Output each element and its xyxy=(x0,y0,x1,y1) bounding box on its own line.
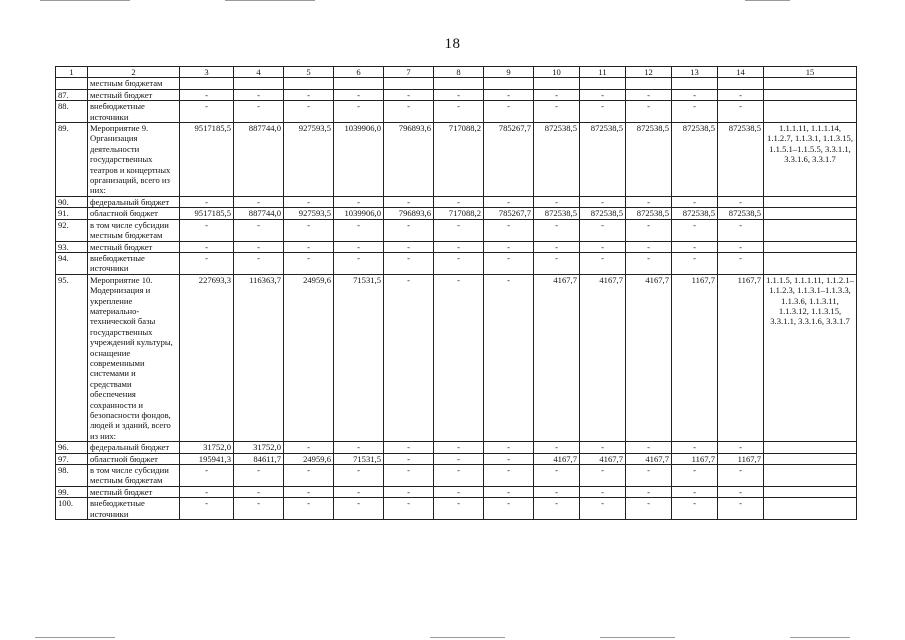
amount-cell: - xyxy=(434,442,484,453)
amount-cell: 84611,7 xyxy=(234,453,284,464)
amount-cell: - xyxy=(484,101,534,123)
row-number-cell: 99. xyxy=(56,486,88,497)
amount-cell: - xyxy=(672,196,718,207)
amount-cell: - xyxy=(580,219,626,241)
amount-cell: 872538,5 xyxy=(672,123,718,197)
amount-cell: - xyxy=(234,241,284,252)
amount-cell: - xyxy=(718,486,764,497)
amount-cell xyxy=(334,78,384,89)
amount-cell: - xyxy=(484,196,534,207)
amount-cell: - xyxy=(580,241,626,252)
amount-cell: - xyxy=(180,486,234,497)
source-name-cell: местный бюджет xyxy=(88,241,180,252)
table-row xyxy=(56,486,857,497)
row-number-cell: 88. xyxy=(56,101,88,123)
amount-cell: - xyxy=(334,196,384,207)
amount-cell: - xyxy=(284,486,334,497)
indicator-codes-cell xyxy=(764,89,857,100)
amount-cell: - xyxy=(672,498,718,520)
column-number-header: 14 xyxy=(718,67,764,78)
amount-cell: - xyxy=(580,486,626,497)
amount-cell: - xyxy=(334,241,384,252)
source-name-cell: федеральный бюджет xyxy=(88,442,180,453)
amount-cell: 887744,0 xyxy=(234,123,284,197)
amount-cell: 872538,5 xyxy=(580,123,626,197)
amount-cell: 1167,7 xyxy=(672,274,718,442)
row-number-cell: 95. xyxy=(56,274,88,442)
scan-edge-top-left xyxy=(40,0,130,1)
amount-cell: - xyxy=(384,252,434,274)
row-number-cell: 92. xyxy=(56,219,88,241)
amount-cell: 24959,6 xyxy=(284,274,334,442)
amount-cell: 4167,7 xyxy=(534,453,580,464)
amount-cell: - xyxy=(180,89,234,100)
amount-cell: 4167,7 xyxy=(534,274,580,442)
amount-cell: - xyxy=(234,101,284,123)
amount-cell: - xyxy=(534,252,580,274)
column-number-header: 15 xyxy=(764,67,857,78)
amount-cell: - xyxy=(384,196,434,207)
indicator-codes-cell xyxy=(764,78,857,89)
column-number-header: 2 xyxy=(88,67,180,78)
amount-cell: 872538,5 xyxy=(718,123,764,197)
amount-cell: - xyxy=(384,101,434,123)
row-number-cell: 93. xyxy=(56,241,88,252)
amount-cell: 71531,5 xyxy=(334,453,384,464)
amount-cell: - xyxy=(672,252,718,274)
amount-cell: - xyxy=(384,498,434,520)
amount-cell: - xyxy=(234,196,284,207)
amount-cell: 1039906,0 xyxy=(334,208,384,219)
indicator-codes-cell: 1.1.1.11, 1.1.1.14, 1.1.2.7, 1.1.3.1, 1.1.3.15, 1.1.5.1–1.1.5.5, 3.3.1.1, 3.3.1.6, 3.3.1.7 xyxy=(764,123,857,197)
scan-edge-bottom-right xyxy=(790,637,850,638)
indicator-codes-cell xyxy=(764,101,857,123)
amount-cell: - xyxy=(434,453,484,464)
amount-cell: - xyxy=(718,252,764,274)
table-row xyxy=(56,465,857,487)
indicator-codes-cell xyxy=(764,252,857,274)
page-number: 18 xyxy=(444,36,461,52)
amount-cell: - xyxy=(334,498,384,520)
amount-cell: - xyxy=(234,89,284,100)
table-row xyxy=(56,274,857,442)
amount-cell: 9517185,5 xyxy=(180,208,234,219)
column-number-header: 4 xyxy=(234,67,284,78)
scan-edge-top-right xyxy=(745,0,790,1)
amount-cell: 227693,3 xyxy=(180,274,234,442)
source-name-cell: местный бюджет xyxy=(88,486,180,497)
row-number-cell: 98. xyxy=(56,465,88,487)
amount-cell: - xyxy=(626,89,672,100)
row-number-cell: 87. xyxy=(56,89,88,100)
amount-cell: - xyxy=(626,498,672,520)
amount-cell xyxy=(672,78,718,89)
indicator-codes-cell xyxy=(764,196,857,207)
amount-cell: 4167,7 xyxy=(626,274,672,442)
amount-cell: - xyxy=(484,442,534,453)
amount-cell: - xyxy=(484,486,534,497)
amount-cell: - xyxy=(672,101,718,123)
amount-cell: - xyxy=(284,196,334,207)
amount-cell: - xyxy=(334,101,384,123)
amount-cell: 9517185,5 xyxy=(180,123,234,197)
amount-cell: - xyxy=(534,241,580,252)
amount-cell: 796893,6 xyxy=(384,208,434,219)
amount-cell: - xyxy=(334,219,384,241)
table-row xyxy=(56,89,857,100)
indicator-codes-cell: 1.1.1.5, 1.1.1.11, 1.1.2.1–1.1.2.3, 1.1.3.1–1.1.3.3, 1.1.3.6, 1.1.3.11, 1.1.3.12, 1.1.3.15, 3.3.1.1, 3.3.1.6, 3.3.1.7 xyxy=(764,274,857,442)
source-name-cell: в том числе субсидии местным бюджетам xyxy=(88,219,180,241)
amount-cell: 1039906,0 xyxy=(334,123,384,197)
amount-cell: - xyxy=(234,486,284,497)
amount-cell: - xyxy=(626,252,672,274)
amount-cell: - xyxy=(626,442,672,453)
amount-cell: 4167,7 xyxy=(580,453,626,464)
amount-cell xyxy=(718,78,764,89)
amount-cell: - xyxy=(534,465,580,487)
source-name-cell: Мероприятие 10. Модернизация и укрепление материально-технической базы государственных учреждений культуры, оснащение современными системами и средствами обеспечения сохранности и безопасности фондов, людей и зданий, всего из них: xyxy=(88,274,180,442)
indicator-codes-cell xyxy=(764,208,857,219)
amount-cell: - xyxy=(580,252,626,274)
amount-cell: - xyxy=(534,486,580,497)
row-number-cell: 100. xyxy=(56,498,88,520)
amount-cell: 195941,3 xyxy=(180,453,234,464)
amount-cell: - xyxy=(234,252,284,274)
amount-cell xyxy=(534,78,580,89)
amount-cell: 717088,2 xyxy=(434,123,484,197)
indicator-codes-cell xyxy=(764,465,857,487)
amount-cell: - xyxy=(334,89,384,100)
amount-cell xyxy=(434,78,484,89)
table-row xyxy=(56,241,857,252)
amount-cell: - xyxy=(384,486,434,497)
amount-cell: 872538,5 xyxy=(580,208,626,219)
amount-cell: - xyxy=(580,196,626,207)
amount-cell: 31752,0 xyxy=(234,442,284,453)
amount-cell: - xyxy=(180,196,234,207)
amount-cell: - xyxy=(484,274,534,442)
table-row xyxy=(56,123,857,197)
amount-cell: - xyxy=(434,196,484,207)
amount-cell: - xyxy=(534,89,580,100)
amount-cell: - xyxy=(234,465,284,487)
amount-cell: - xyxy=(384,274,434,442)
amount-cell: - xyxy=(384,465,434,487)
amount-cell: - xyxy=(580,101,626,123)
amount-cell: - xyxy=(434,101,484,123)
amount-cell: - xyxy=(626,486,672,497)
amount-cell: - xyxy=(672,465,718,487)
amount-cell: - xyxy=(384,89,434,100)
amount-cell: - xyxy=(626,219,672,241)
amount-cell: 4167,7 xyxy=(580,274,626,442)
amount-cell: - xyxy=(384,442,434,453)
amount-cell: - xyxy=(718,196,764,207)
amount-cell xyxy=(234,78,284,89)
source-name-cell: внебюджетные источники xyxy=(88,252,180,274)
table-row xyxy=(56,442,857,453)
scan-edge-top-mid xyxy=(225,0,315,1)
amount-cell: - xyxy=(334,486,384,497)
amount-cell: - xyxy=(284,89,334,100)
amount-cell: - xyxy=(626,241,672,252)
amount-cell: 1167,7 xyxy=(718,453,764,464)
column-number-header: 12 xyxy=(626,67,672,78)
source-name-cell: федеральный бюджет xyxy=(88,196,180,207)
amount-cell: - xyxy=(718,498,764,520)
amount-cell: - xyxy=(434,252,484,274)
amount-cell: 4167,7 xyxy=(626,453,672,464)
column-number-header: 10 xyxy=(534,67,580,78)
amount-cell: - xyxy=(180,219,234,241)
table-row xyxy=(56,252,857,274)
amount-cell xyxy=(484,78,534,89)
amount-cell: - xyxy=(434,498,484,520)
amount-cell: - xyxy=(484,453,534,464)
amount-cell: 927593,5 xyxy=(284,123,334,197)
column-number-header: 3 xyxy=(180,67,234,78)
amount-cell: - xyxy=(484,89,534,100)
amount-cell: - xyxy=(484,219,534,241)
amount-cell: 24959,6 xyxy=(284,453,334,464)
indicator-codes-cell xyxy=(764,219,857,241)
amount-cell: 872538,5 xyxy=(672,208,718,219)
row-number-cell: 97. xyxy=(56,453,88,464)
amount-cell: - xyxy=(434,241,484,252)
amount-cell: - xyxy=(626,196,672,207)
amount-cell: - xyxy=(484,465,534,487)
table-row xyxy=(56,196,857,207)
table-row xyxy=(56,219,857,241)
table-row xyxy=(56,101,857,123)
amount-cell: 887744,0 xyxy=(234,208,284,219)
amount-cell: 1167,7 xyxy=(718,274,764,442)
amount-cell: - xyxy=(234,219,284,241)
amount-cell: - xyxy=(284,498,334,520)
amount-cell: - xyxy=(284,252,334,274)
amount-cell: - xyxy=(672,241,718,252)
amount-cell: - xyxy=(672,219,718,241)
amount-cell: 927593,5 xyxy=(284,208,334,219)
amount-cell: - xyxy=(180,498,234,520)
amount-cell: - xyxy=(534,219,580,241)
amount-cell: - xyxy=(626,101,672,123)
table-row xyxy=(56,208,857,219)
amount-cell: 71531,5 xyxy=(334,274,384,442)
scan-edge-bottom-mid2 xyxy=(600,637,675,638)
amount-cell: - xyxy=(672,486,718,497)
amount-cell: - xyxy=(180,465,234,487)
column-number-header: 11 xyxy=(580,67,626,78)
amount-cell: 785267,7 xyxy=(484,208,534,219)
amount-cell: - xyxy=(580,465,626,487)
amount-cell: - xyxy=(534,442,580,453)
amount-cell: - xyxy=(534,196,580,207)
amount-cell: - xyxy=(334,252,384,274)
scan-edge-bottom-left xyxy=(35,637,115,638)
amount-cell: - xyxy=(434,89,484,100)
amount-cell: - xyxy=(484,252,534,274)
amount-cell: - xyxy=(484,241,534,252)
table-header-row xyxy=(56,67,857,78)
amount-cell: 796893,6 xyxy=(384,123,434,197)
amount-cell: 872538,5 xyxy=(626,208,672,219)
amount-cell: - xyxy=(434,465,484,487)
row-number-cell: 89. xyxy=(56,123,88,197)
amount-cell: - xyxy=(284,241,334,252)
amount-cell: 872538,5 xyxy=(534,208,580,219)
source-name-cell: в том числе субсидии местным бюджетам xyxy=(88,465,180,487)
amount-cell: - xyxy=(384,241,434,252)
source-name-cell: внебюджетные источники xyxy=(88,498,180,520)
amount-cell xyxy=(384,78,434,89)
indicator-codes-cell xyxy=(764,241,857,252)
amount-cell: - xyxy=(284,465,334,487)
amount-cell: - xyxy=(434,274,484,442)
amount-cell xyxy=(180,78,234,89)
amount-cell: - xyxy=(718,465,764,487)
indicator-codes-cell xyxy=(764,498,857,520)
column-number-header: 6 xyxy=(334,67,384,78)
amount-cell: - xyxy=(672,442,718,453)
amount-cell: - xyxy=(672,89,718,100)
amount-cell: - xyxy=(284,442,334,453)
row-number-cell: 90. xyxy=(56,196,88,207)
budget-table xyxy=(55,66,857,520)
source-name-cell: областной бюджет xyxy=(88,208,180,219)
amount-cell: - xyxy=(180,252,234,274)
amount-cell: - xyxy=(180,241,234,252)
amount-cell: 116363,7 xyxy=(234,274,284,442)
amount-cell: 872538,5 xyxy=(534,123,580,197)
source-name-cell: областной бюджет xyxy=(88,453,180,464)
amount-cell: - xyxy=(334,442,384,453)
amount-cell: - xyxy=(580,498,626,520)
amount-cell: - xyxy=(718,89,764,100)
amount-cell xyxy=(580,78,626,89)
amount-cell: - xyxy=(384,219,434,241)
row-number-cell: 91. xyxy=(56,208,88,219)
source-name-cell: Мероприятие 9. Организация деятельности государственных театров и концертных организаций, всего из них: xyxy=(88,123,180,197)
amount-cell: - xyxy=(180,101,234,123)
row-number-cell: 96. xyxy=(56,442,88,453)
source-name-cell: местным бюджетам xyxy=(88,78,180,89)
column-number-header: 7 xyxy=(384,67,434,78)
table-row xyxy=(56,78,857,89)
indicator-codes-cell xyxy=(764,442,857,453)
amount-cell: 785267,7 xyxy=(484,123,534,197)
amount-cell xyxy=(626,78,672,89)
scan-edge-bottom-mid xyxy=(430,637,505,638)
amount-cell: - xyxy=(484,498,534,520)
source-name-cell: внебюджетные источники xyxy=(88,101,180,123)
column-number-header: 1 xyxy=(56,67,88,78)
indicator-codes-cell xyxy=(764,453,857,464)
amount-cell: 1167,7 xyxy=(672,453,718,464)
amount-cell: - xyxy=(234,498,284,520)
amount-cell: - xyxy=(534,498,580,520)
column-number-header: 13 xyxy=(672,67,718,78)
indicator-codes-cell xyxy=(764,486,857,497)
amount-cell: 872538,5 xyxy=(718,208,764,219)
table-row xyxy=(56,453,857,464)
amount-cell: - xyxy=(580,89,626,100)
row-number-cell xyxy=(56,78,88,89)
amount-cell: - xyxy=(718,101,764,123)
table-row xyxy=(56,498,857,520)
amount-cell: - xyxy=(534,101,580,123)
amount-cell: - xyxy=(384,453,434,464)
amount-cell: - xyxy=(434,486,484,497)
amount-cell: - xyxy=(434,219,484,241)
column-number-header: 8 xyxy=(434,67,484,78)
source-name-cell: местный бюджет xyxy=(88,89,180,100)
amount-cell: - xyxy=(284,219,334,241)
amount-cell: 872538,5 xyxy=(626,123,672,197)
amount-cell xyxy=(284,78,334,89)
column-number-header: 5 xyxy=(284,67,334,78)
column-number-header: 9 xyxy=(484,67,534,78)
amount-cell: - xyxy=(284,101,334,123)
amount-cell: - xyxy=(580,442,626,453)
row-number-cell: 94. xyxy=(56,252,88,274)
amount-cell: - xyxy=(718,219,764,241)
amount-cell: - xyxy=(718,442,764,453)
amount-cell: 31752,0 xyxy=(180,442,234,453)
amount-cell: - xyxy=(334,465,384,487)
amount-cell: - xyxy=(718,241,764,252)
amount-cell: 717088,2 xyxy=(434,208,484,219)
amount-cell: - xyxy=(626,465,672,487)
